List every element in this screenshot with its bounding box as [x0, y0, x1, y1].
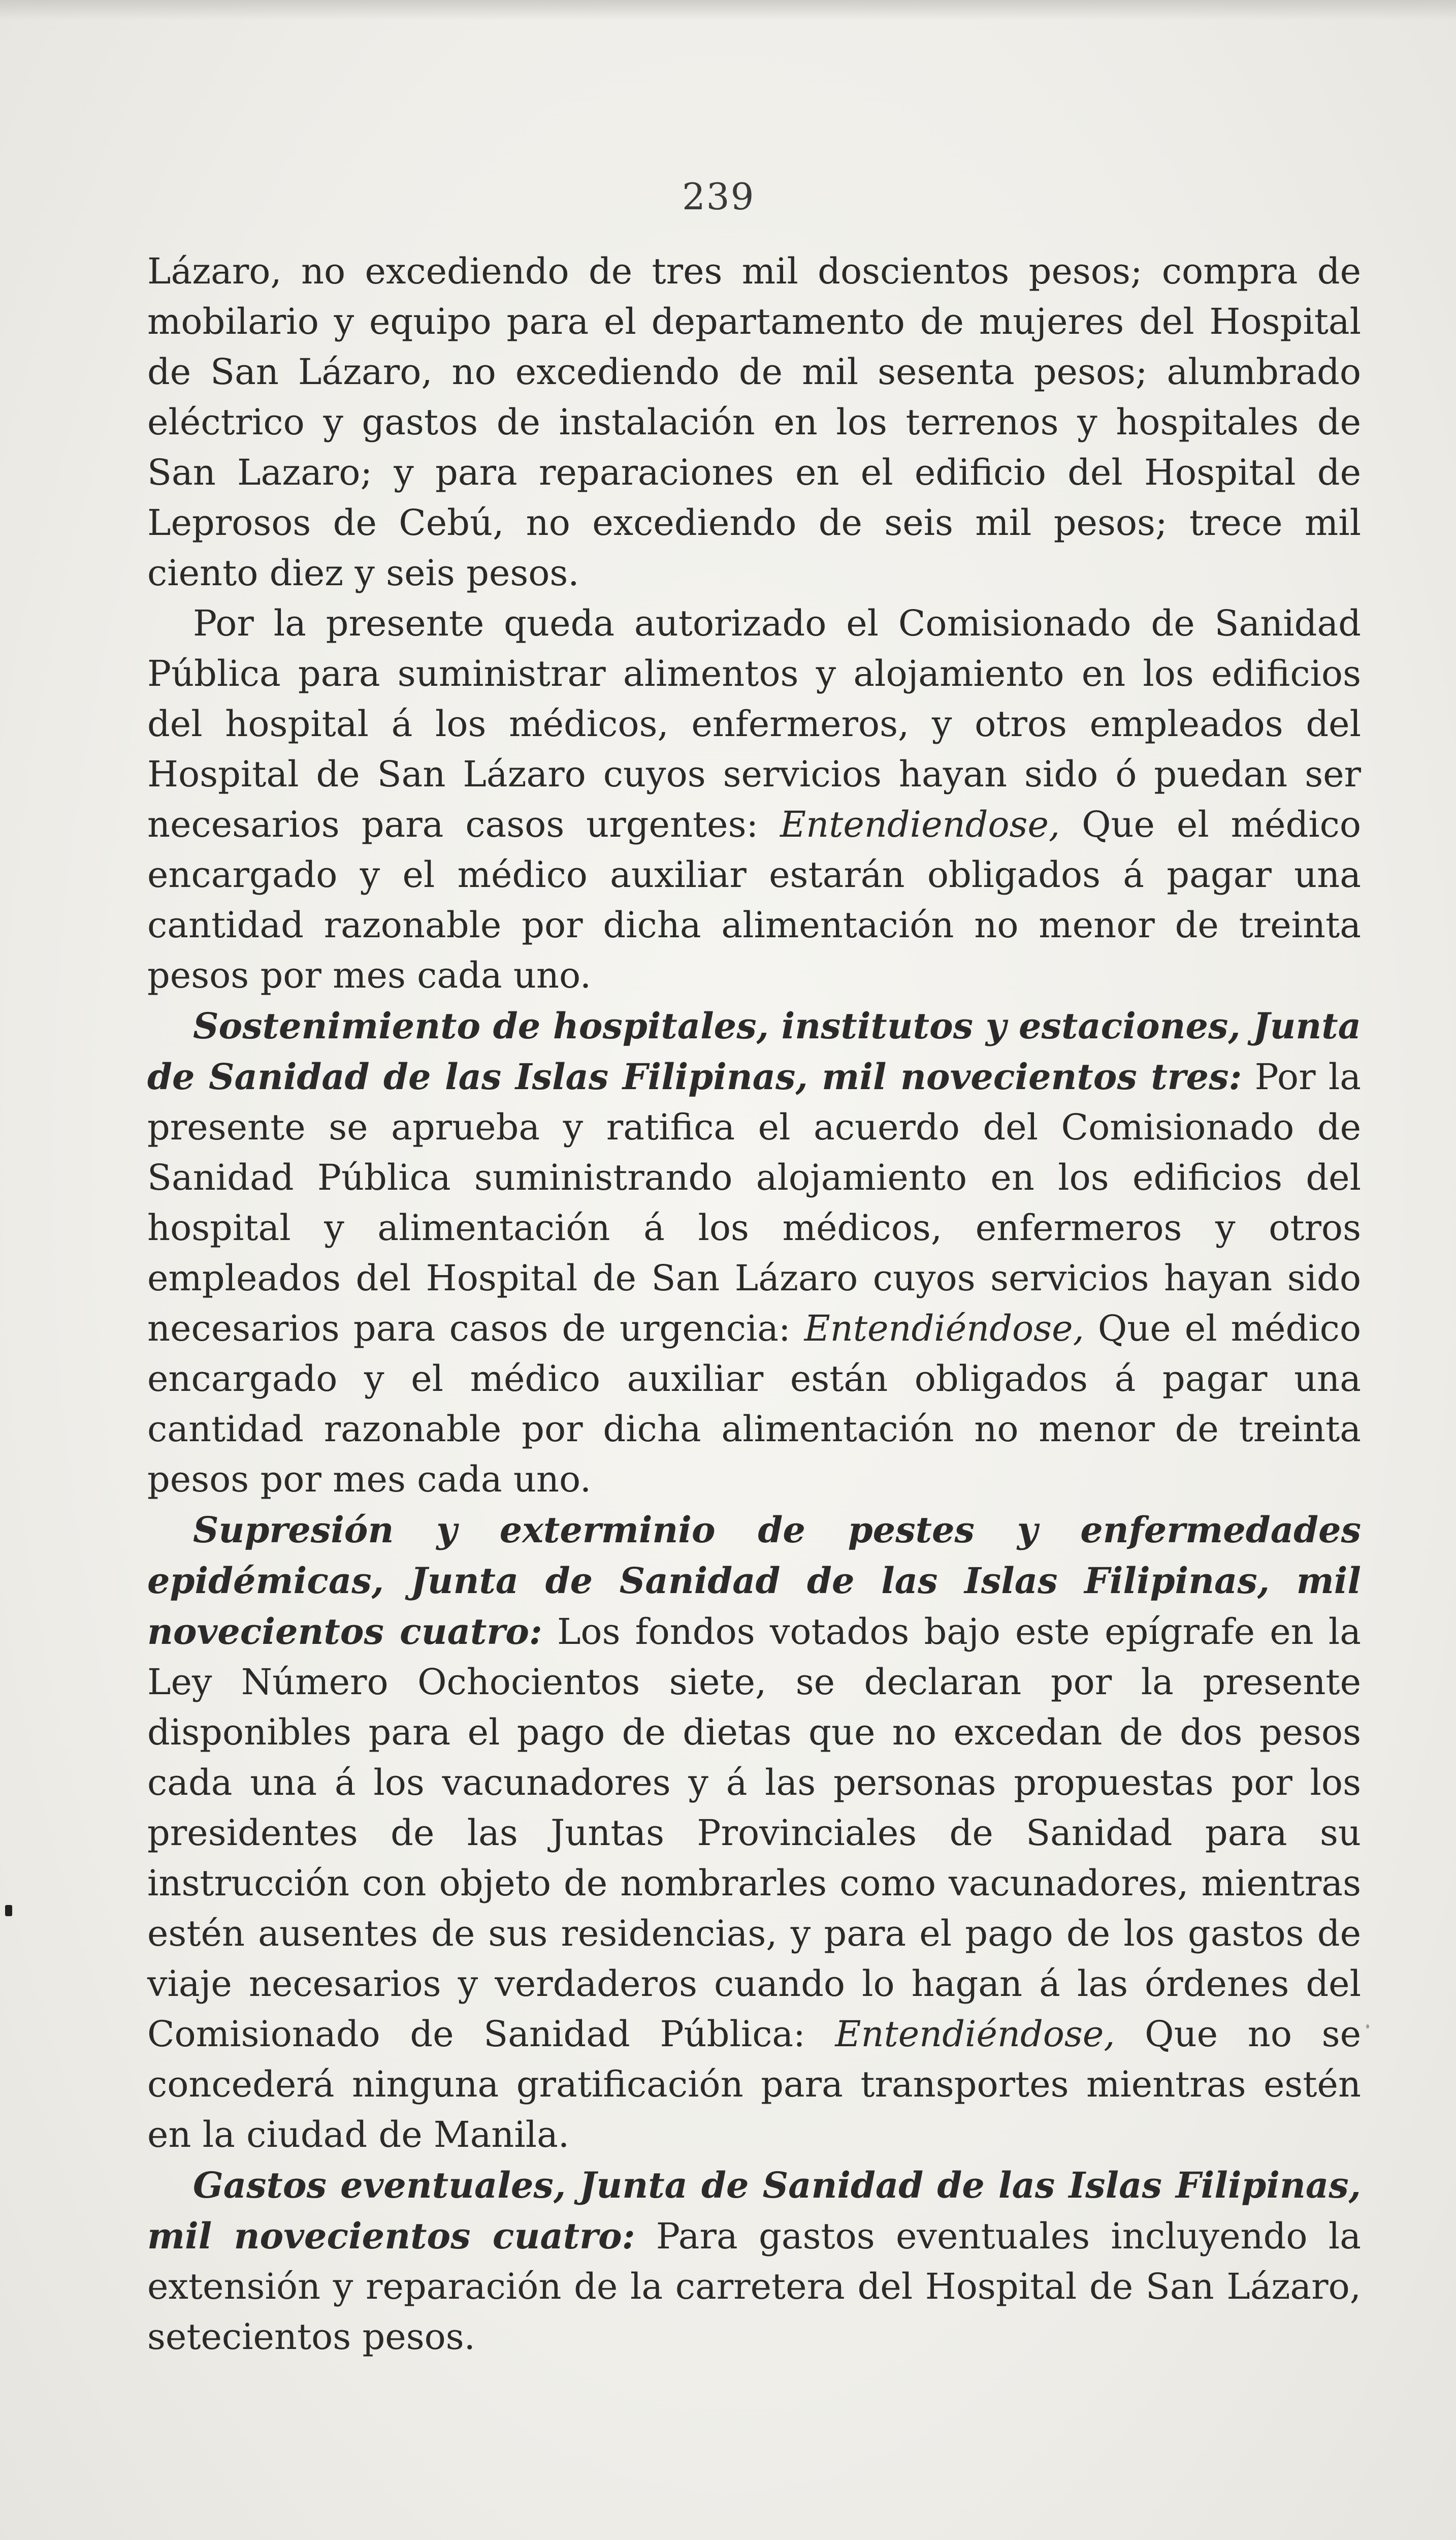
paragraph-supresion	[147, 1505, 1361, 2160]
section-heading: Supresión y exterminio de pestes y enfermedades epidémicas, Junta de Sanidad de las Islas Filipinas, mil novecientos cuatro:	[147, 1509, 1361, 1653]
proviso-term: Entendiéndose,	[804, 1308, 1084, 1349]
paragraph-text: Para gastos eventuales incluyendo la extensión y reparación de la carretera del Hospital de San Lázaro, setecientos pesos.	[147, 2215, 1361, 2358]
paragraph-continuation	[147, 246, 1361, 598]
page-top-edge	[0, 0, 1456, 20]
paper-speck	[1366, 2024, 1369, 2028]
body-text	[147, 246, 1361, 2362]
paragraph-text: Que el médico encargado y el médico auxiliar están obligados á pagar una cantidad razonable por dicha alimentación no menor de treinta pesos por mes cada uno.	[147, 1308, 1361, 1500]
proviso-term: Entendiendose,	[780, 804, 1060, 845]
section-heading: Sostenimiento de hospitales, institutos y estaciones, Junta de Sanidad de las Islas Filipinas, mil novecientos tres:	[147, 1005, 1361, 1098]
page-number: 239	[682, 175, 755, 218]
paragraph-text: Por la presente queda autorizado el Comisionado de Sanidad Pública para suministrar alimentos y alojamiento en los edificios del hospital á los médicos, enfermeros, y otros empleados del Hospital de San Lázaro cuyos servicios hayan sido ó puedan ser necesarios para casos urgentes:	[147, 602, 1361, 845]
section-heading: Gastos eventuales, Junta de Sanidad de las Islas Filipinas, mil novecientos cuatro:	[147, 2164, 1361, 2257]
paragraph-text: Que el médico encargado y el médico auxiliar estarán obligados á pagar una cantidad razonable por dicha alimentación no menor de treinta pesos por mes cada uno.	[147, 804, 1362, 996]
proviso-term: Entendiéndose,	[835, 2013, 1115, 2055]
paragraph-gastos	[147, 2160, 1361, 2362]
paragraph-text: Lázaro, no excediendo de tres mil doscientos pesos; compra de mobilario y equipo para el departamento de mujeres del Hospital de San Lázaro, no excediendo de mil sesenta pesos; alumbrado eléctrico y gastos de instalación en los terrenos y hospitales de San Lazaro; y para reparaciones en el edificio del Hospital de Leprosos de Cebú, no excediendo de seis mil pesos; trece mil ciento diez y seis pesos.	[147, 250, 1361, 594]
paragraph-sostenimiento	[147, 1001, 1361, 1505]
paragraph-authorization	[147, 598, 1361, 1001]
paragraph-text: Que no se concederá ninguna gratificación para transportes mientras estén en la ciudad de Manila.	[147, 2013, 1361, 2155]
margin-mark	[5, 1905, 12, 1916]
paragraph-text: Por la presente se aprueba y ratifica el acuerdo del Comisionado de Sanidad Pública suministrando alojamiento en los edificios del hospital y alimentación á los médicos, enfermeros y otros empleados del Hospital de San Lázaro cuyos servicios hayan sido necesarios para casos de urgencia:	[147, 1056, 1362, 1349]
paragraph-text: Los fondos votados bajo este epígrafe en la Ley Número Ochocientos siete, se declaran por la presente disponibles para el pago de dietas que no excedan de dos pesos cada una á los vacunadores y á las personas propuestas por los presidentes de las Juntas Provinciales de Sanidad para su instrucción con objeto de nombrarles como vacunadores, mientras estén ausentes de sus residencias, y para el pago de los gastos de viaje necesarios y verdaderos cuando lo hagan á las órdenes del Comisionado de Sanidad Pública:	[147, 1611, 1361, 2055]
